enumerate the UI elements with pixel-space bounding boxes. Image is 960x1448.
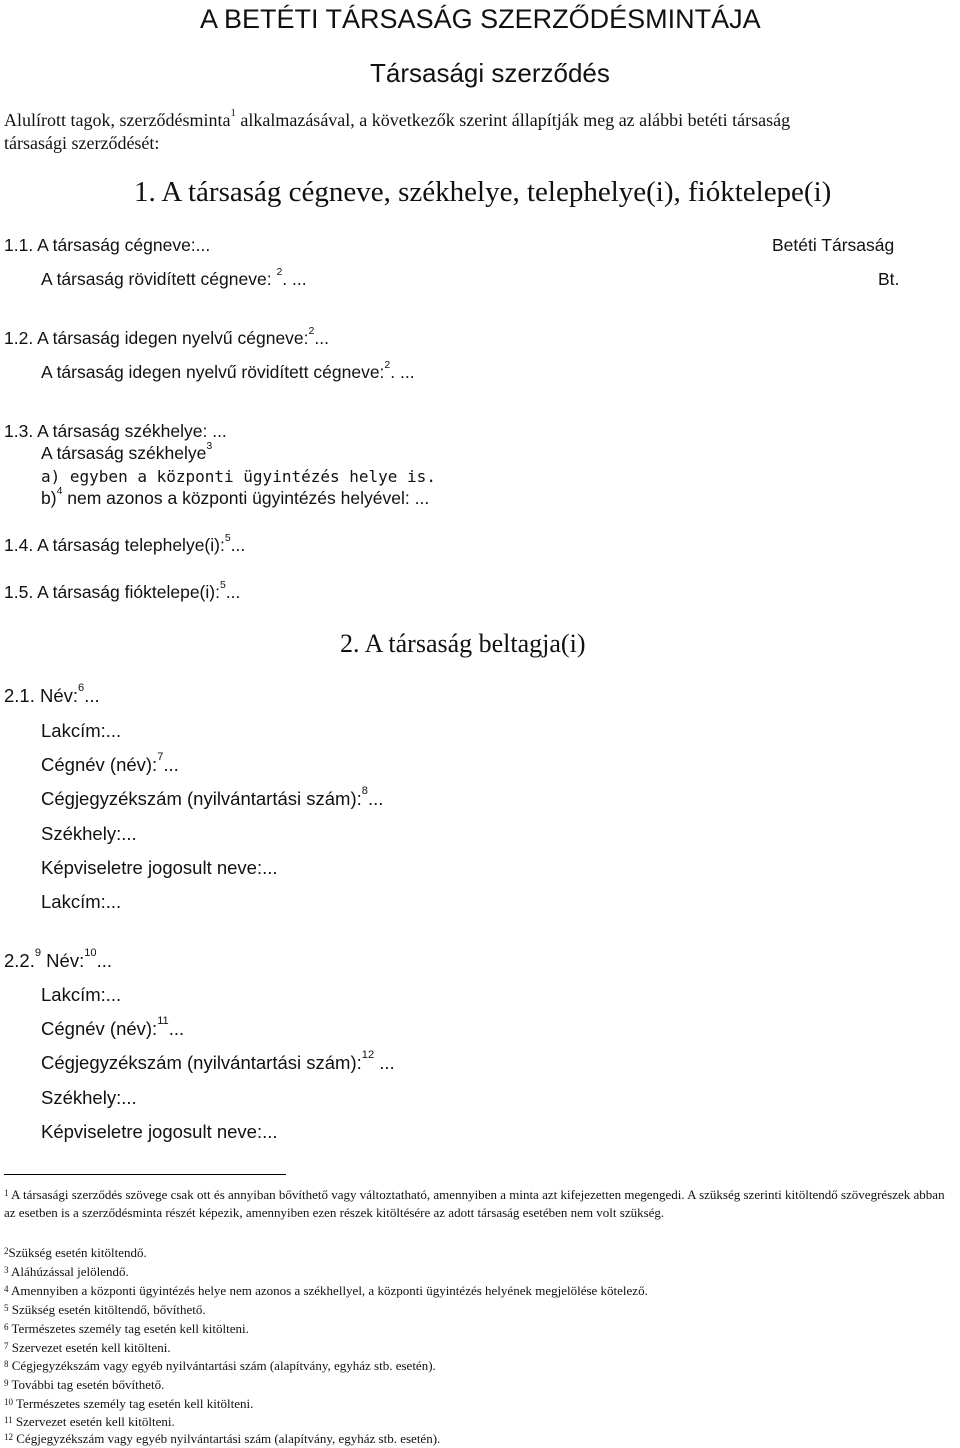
branch-label: 1.5. A társaság fióktelepe(i):$^5$... xyxy=(4,579,241,602)
premises-label: 1.4. A társaság telephelye(i):$^5$... xyxy=(4,532,246,555)
member2-name-label: 2.2.$^9$ Név:$^{10}$... xyxy=(4,947,112,971)
member2-representative-label: Képviseletre jogosult neve:... xyxy=(41,1121,278,1142)
section-1-heading: 1. A társaság cégneve, székhelye, telephelye(i), fióktelepe(i) xyxy=(134,176,832,208)
member1-name-label: 2.1. Név:$^6$... xyxy=(4,682,100,706)
member1-seat-label: Székhely:... xyxy=(41,823,137,844)
short-name-value: Bt. xyxy=(878,269,900,289)
intro-line-2: társasági szerződését: xyxy=(4,133,160,153)
footnote-5: $^5$ Szükség esetén kitöltendő, bővíthető. xyxy=(4,1302,206,1317)
seat-option-a: a) egyben a központi ügyintézés helye is. xyxy=(41,467,436,486)
footnote-7: $^7$ Szervezet esetén kell kitölteni. xyxy=(4,1340,171,1355)
company-name-label: 1.1. A társaság cégneve:... xyxy=(4,235,211,255)
member1-representative-label: Képviseletre jogosult neve:... xyxy=(41,857,278,878)
company-name-value: Betéti Társaság xyxy=(772,235,895,255)
footnote-9: $^9$ További tag esetén bővíthető. xyxy=(4,1377,165,1392)
intro-line-1: Alulírott tagok, szerződésminta$^1$ alkalmazásával, a következők szerint állapítják meg az alábbi betéti társaság xyxy=(4,107,791,130)
member1-rep-address-label: Lakcím:... xyxy=(41,891,122,912)
member2-registration-label: Cégjegyzékszám (nyilvántartási szám):$^{12}$ ... xyxy=(41,1049,395,1073)
footnote-6: $^6$ Természetes személy tag esetén kell kitölteni. xyxy=(4,1321,249,1336)
section-2-heading: 2. A társaság beltagja(i) xyxy=(340,629,586,658)
member1-company-name-label: Cégnév (név):$^7$... xyxy=(41,751,179,775)
seat-label: 1.3. A társaság székhelye: ... xyxy=(4,421,227,441)
foreign-name-label: 1.2. A társaság idegen nyelvű cégneve:$^2$... xyxy=(4,325,329,348)
member2-seat-label: Székhely:... xyxy=(41,1087,137,1108)
footnote-10: $^{10}$ Természetes személy tag esetén kell kitölteni. xyxy=(4,1396,254,1411)
member1-address-label: Lakcím:... xyxy=(41,720,122,741)
footnote-separator xyxy=(4,1174,286,1175)
seat-sub-label: A társaság székhelye$^3$ xyxy=(41,440,213,463)
member1-registration-label: Cégjegyzékszám (nyilvántartási szám):$^8$... xyxy=(41,785,384,809)
footnote-12: $^{12}$ Cégjegyzékszám vagy egyéb nyilvántartási szám (alapítvány, egyház stb. esetén). xyxy=(4,1431,441,1446)
footnote-11: $^{11}$ Szervezet esetén kell kitölteni. xyxy=(4,1414,175,1429)
footnote-2: $^2$Szükség esetén kitöltendő. xyxy=(4,1245,147,1260)
footnote-8: $^8$ Cégjegyzékszám vagy egyéb nyilvántartási szám (alapítvány, egyház stb. esetén). xyxy=(4,1358,436,1373)
member2-company-name-label: Cégnév (név):$^{11}$... xyxy=(41,1015,185,1039)
footnote-ref: 1 xyxy=(230,107,236,119)
member2-address-label: Lakcím:... xyxy=(41,984,122,1005)
footnote-1: $^1$ A társasági szerződés szövege csak ott és annyiban bővíthető vagy változtatható, amennyiben a minta azt kifejezetten megengedi. A szükség szerinti kitöltendő szövegrészek abban az esetben is a szerződésminta részét képezik, amennyiben ezen részek kitöltésére az adott társaság esetében nem volt szükség. xyxy=(4,1187,945,1220)
footnote-3: $^3$ Aláhúzással jelölendő. xyxy=(4,1264,129,1279)
short-name-label: A társaság rövidített cégneve: $^2$. ... xyxy=(41,266,307,289)
foreign-short-name-label: A társaság idegen nyelvű rövidített cégneve:$^2$. ... xyxy=(41,359,415,382)
seat-option-b: b)$^4$ nem azonos a központi ügyintézés helyével: ... xyxy=(41,485,430,508)
footnote-4: $^4$ Amennyiben a központi ügyintézés helye nem azonos a székhellyel, a központi ügyintézés helyének megjelölése kötelező. xyxy=(4,1283,648,1298)
document-subtitle: Társasági szerződés xyxy=(370,58,610,88)
document-title: A BETÉTI TÁRSASÁG SZERZŐDÉSMINTÁJA xyxy=(200,4,761,34)
